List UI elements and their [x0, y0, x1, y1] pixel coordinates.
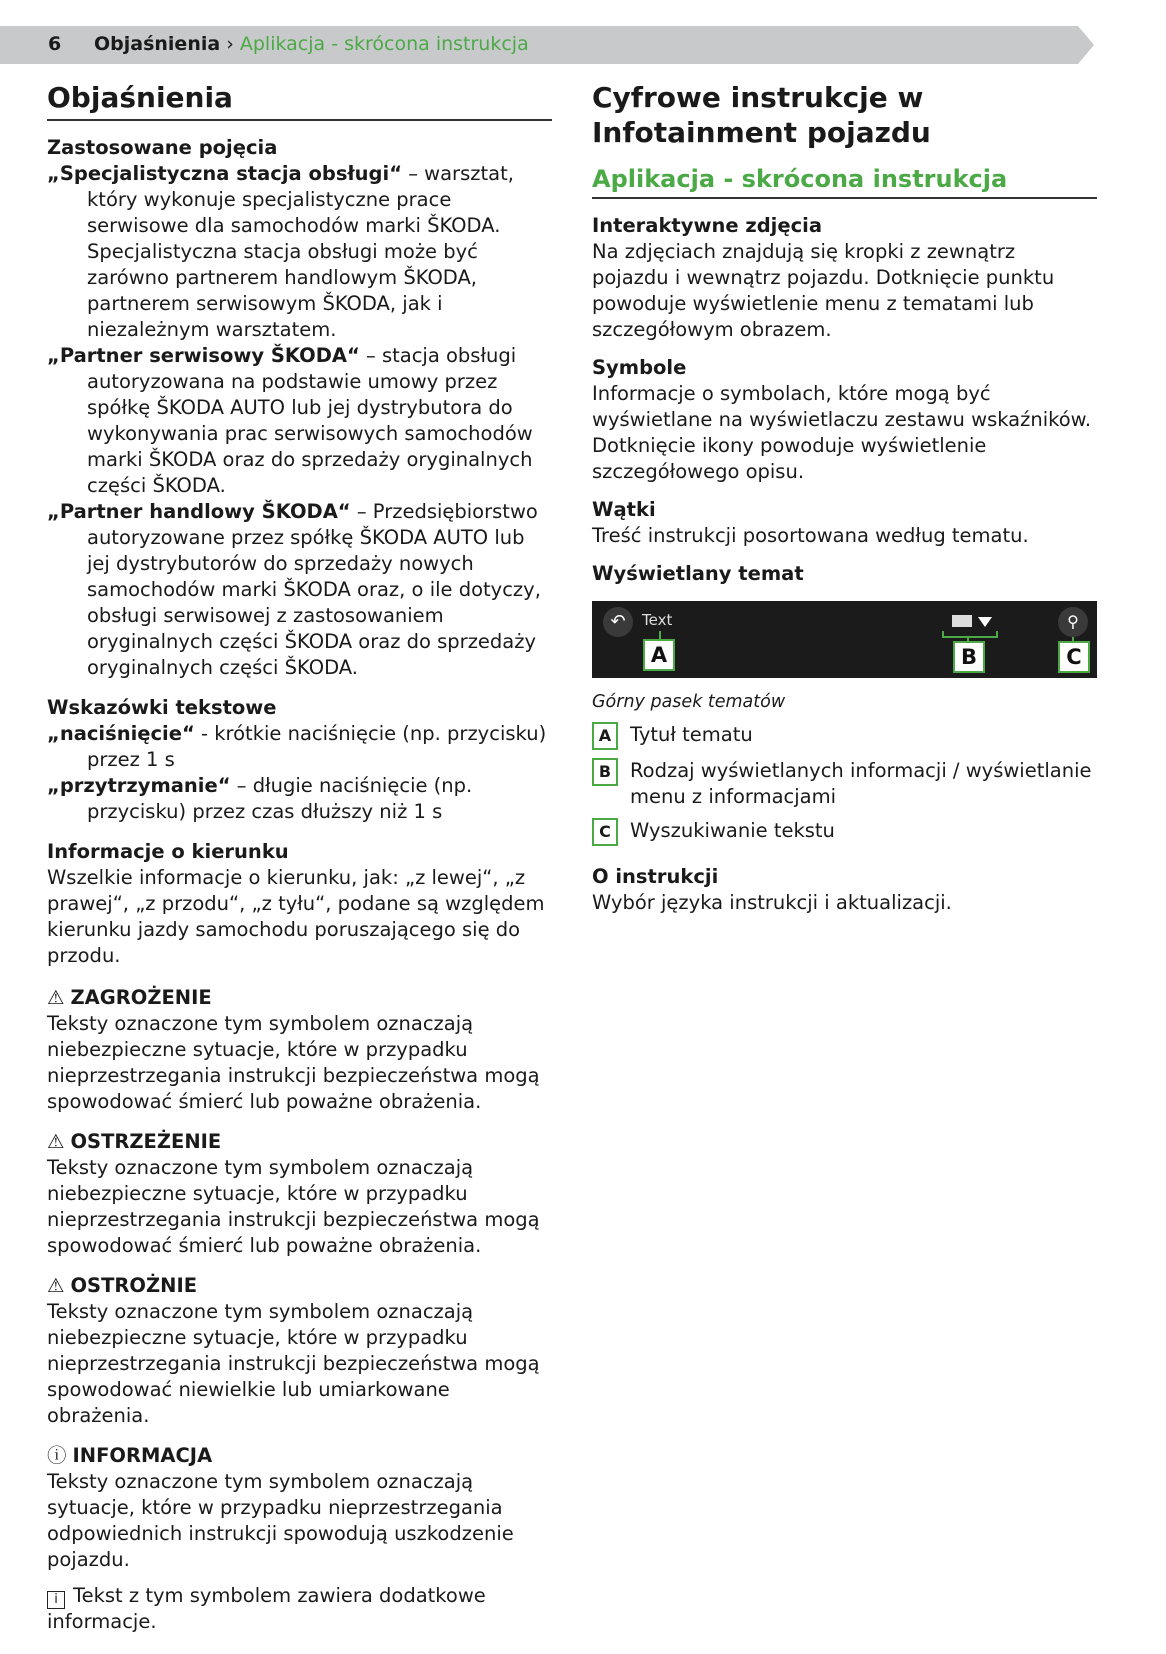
term-item: „Specjalistyczna stacja obsługi“ – warsztat, który wykonuje specjalistyczne prace serwisowe dla samochodów marki ŠKODA. Specjalistyczna stacja obsługi może być zarówno partnerem handlowym ŠKODA, partnerem serwisowym ŠKODA, jak i niezależnym warsztatem. — [47, 162, 514, 341]
dropdown-triangle-icon — [978, 617, 992, 627]
search-icon: ⚲ — [1058, 607, 1088, 637]
chapter-title: Cyfrowe instrukcje w Infotainment pojazdu — [592, 81, 931, 149]
legend-key: C — [592, 818, 618, 846]
section-text: Na zdjęciach znajdują się kropki z zewnątrz pojazdu i wewnątrz pojazdu. Dotknięcie punktu powoduje wyświetlenie menu z tematami lub szczegółowym obrazem. — [592, 240, 1055, 342]
warning-triangle-icon: ⚠ — [47, 1274, 65, 1297]
section-title: Objaśnienia — [47, 80, 552, 121]
topic-heading: Wyświetlany temat — [592, 562, 804, 586]
folder-view-icon — [952, 615, 972, 627]
direction-text: Wszelkie informacje o kierunku, jak: „z lewej“, „z prawej“, „z przodu“, „z tyłu“, podane są względem kierunku jazdy samochodu poruszającego się do przodu. — [47, 866, 545, 967]
caution-heading: ⚠ OSTROŻNIE — [47, 1274, 198, 1297]
direction-heading: Informacje o kierunku — [47, 840, 289, 863]
section-heading: Interaktywne zdjęcia — [592, 214, 822, 238]
terms-heading: Zastosowane pojęcia — [47, 136, 278, 159]
hints-heading: Wskazówki tekstowe — [47, 696, 277, 719]
legend-item: A Tytuł tematu — [592, 722, 1097, 750]
left-column — [47, 80, 552, 1635]
legend-item: C Wyszukiwanie tekstu — [592, 818, 1097, 846]
callout-b: B — [953, 641, 985, 673]
infotainment-screenshot — [592, 601, 1097, 678]
term-item: „Partner handlowy ŠKODA“ – Przedsiębiorstwo autoryzowane przez spółkę ŠKODA AUTO lub jej dystrybutorów do sprzedaży nowych samochodów marki ŠKODA oraz, o ile dotyczy, obsługi serwisowej z zastosowaniem oryginalnych części ŠKODA oraz do sprzedaży oryginalnych części ŠKODA. — [47, 500, 541, 679]
caution-text: Teksty oznaczone tym symbolem oznaczają niebezpieczne sytuacje, które w przypadku nieprzestrzegania instrukcji bezpieczeństwa mogą spowodować niewielkie lub umiarkowane obrażenia. — [47, 1300, 540, 1427]
about-text: Wybór języka instrukcji i aktualizacji. — [592, 891, 952, 915]
legend-key: B — [592, 758, 618, 786]
info-box-icon: i — [47, 1591, 65, 1609]
term-item: „Partner serwisowy ŠKODA“ – stacja obsługi autoryzowana na podstawie umowy przez spółkę ŠKODA AUTO lub jej dystrybutora do wykonywania prac serwisowych samochodów marki ŠKODA oraz do sprzedaży oryginalnych części ŠKODA. — [47, 344, 533, 497]
screen-title-text: Text — [642, 611, 673, 630]
info-circle-exclamation-icon: ⓘ — [47, 1444, 67, 1467]
callout-a: A — [643, 639, 675, 671]
danger-heading: ⚠ ZAGROŻENIE — [47, 986, 212, 1009]
breadcrumb — [94, 33, 529, 55]
hint-item: „naciśnięcie“ - krótkie naciśnięcie (np. przycisku) przez 1 s — [47, 722, 547, 771]
warning-heading: ⚠ OSTRZEŻENIE — [47, 1130, 222, 1153]
warning-text: Teksty oznaczone tym symbolem oznaczają niebezpieczne sytuacje, które w przypadku nieprzestrzegania instrukcji bezpieczeństwa mogą spowodować śmierć lub poważne obrażenia. — [47, 1156, 540, 1257]
breadcrumb-separator: › — [220, 33, 240, 55]
legend-key: A — [592, 722, 618, 750]
section-text: Informacje o symbolach, które mogą być wyświetlane na wyświetlaczu zestawu wskaźników. Dotknięcie ikony powoduje wyświetlenie szczegółowego opisu. — [592, 382, 1092, 484]
notice-text: Teksty oznaczone tym symbolem oznaczają sytuacje, które w przypadku nieprzestrzegania odpowiednich instrukcji spowodują uszkodzenie pojazdu. — [47, 1470, 514, 1571]
chapter-subtitle: Aplikacja - skrócona instrukcja — [592, 164, 1097, 199]
breadcrumb-section[interactable]: Objaśnienia — [94, 33, 221, 55]
page-header — [0, 26, 1094, 64]
header-arrow — [1078, 26, 1094, 64]
back-icon: ↶ — [603, 607, 633, 637]
warning-triangle-icon: ⚠ — [47, 986, 65, 1009]
danger-text: Teksty oznaczone tym symbolem oznaczają niebezpieczne sytuacje, które w przypadku nieprzestrzegania instrukcji bezpieczeństwa mogą spowodować śmierć lub poważne obrażenia. — [47, 1012, 540, 1113]
about-heading: O instrukcji — [592, 865, 719, 889]
callout-c: C — [1058, 641, 1090, 673]
page-number: 6 — [48, 33, 62, 55]
section-heading: Wątki — [592, 498, 656, 522]
legend-item: B Rodzaj wyświetlanych informacji / wyświetlanie menu z informacjami — [592, 758, 1097, 810]
notice-heading: ⓘ INFORMACJA — [47, 1444, 213, 1467]
section-text: Treść instrukcji posortowana według tematu. — [592, 524, 1029, 548]
breadcrumb-current: Aplikacja - skrócona instrukcja — [239, 33, 529, 55]
note-text: i Tekst z tym symbolem zawiera dodatkowe informacje. — [47, 1584, 486, 1633]
right-column — [592, 80, 1097, 916]
figure-caption: Górny pasek tematów — [592, 692, 786, 713]
section-heading: Symbole — [592, 356, 687, 380]
warning-triangle-icon: ⚠ — [47, 1130, 65, 1153]
hint-item: „przytrzymanie“ – długie naciśnięcie (np. przycisku) przez czas dłuższy niż 1 s — [47, 774, 473, 823]
